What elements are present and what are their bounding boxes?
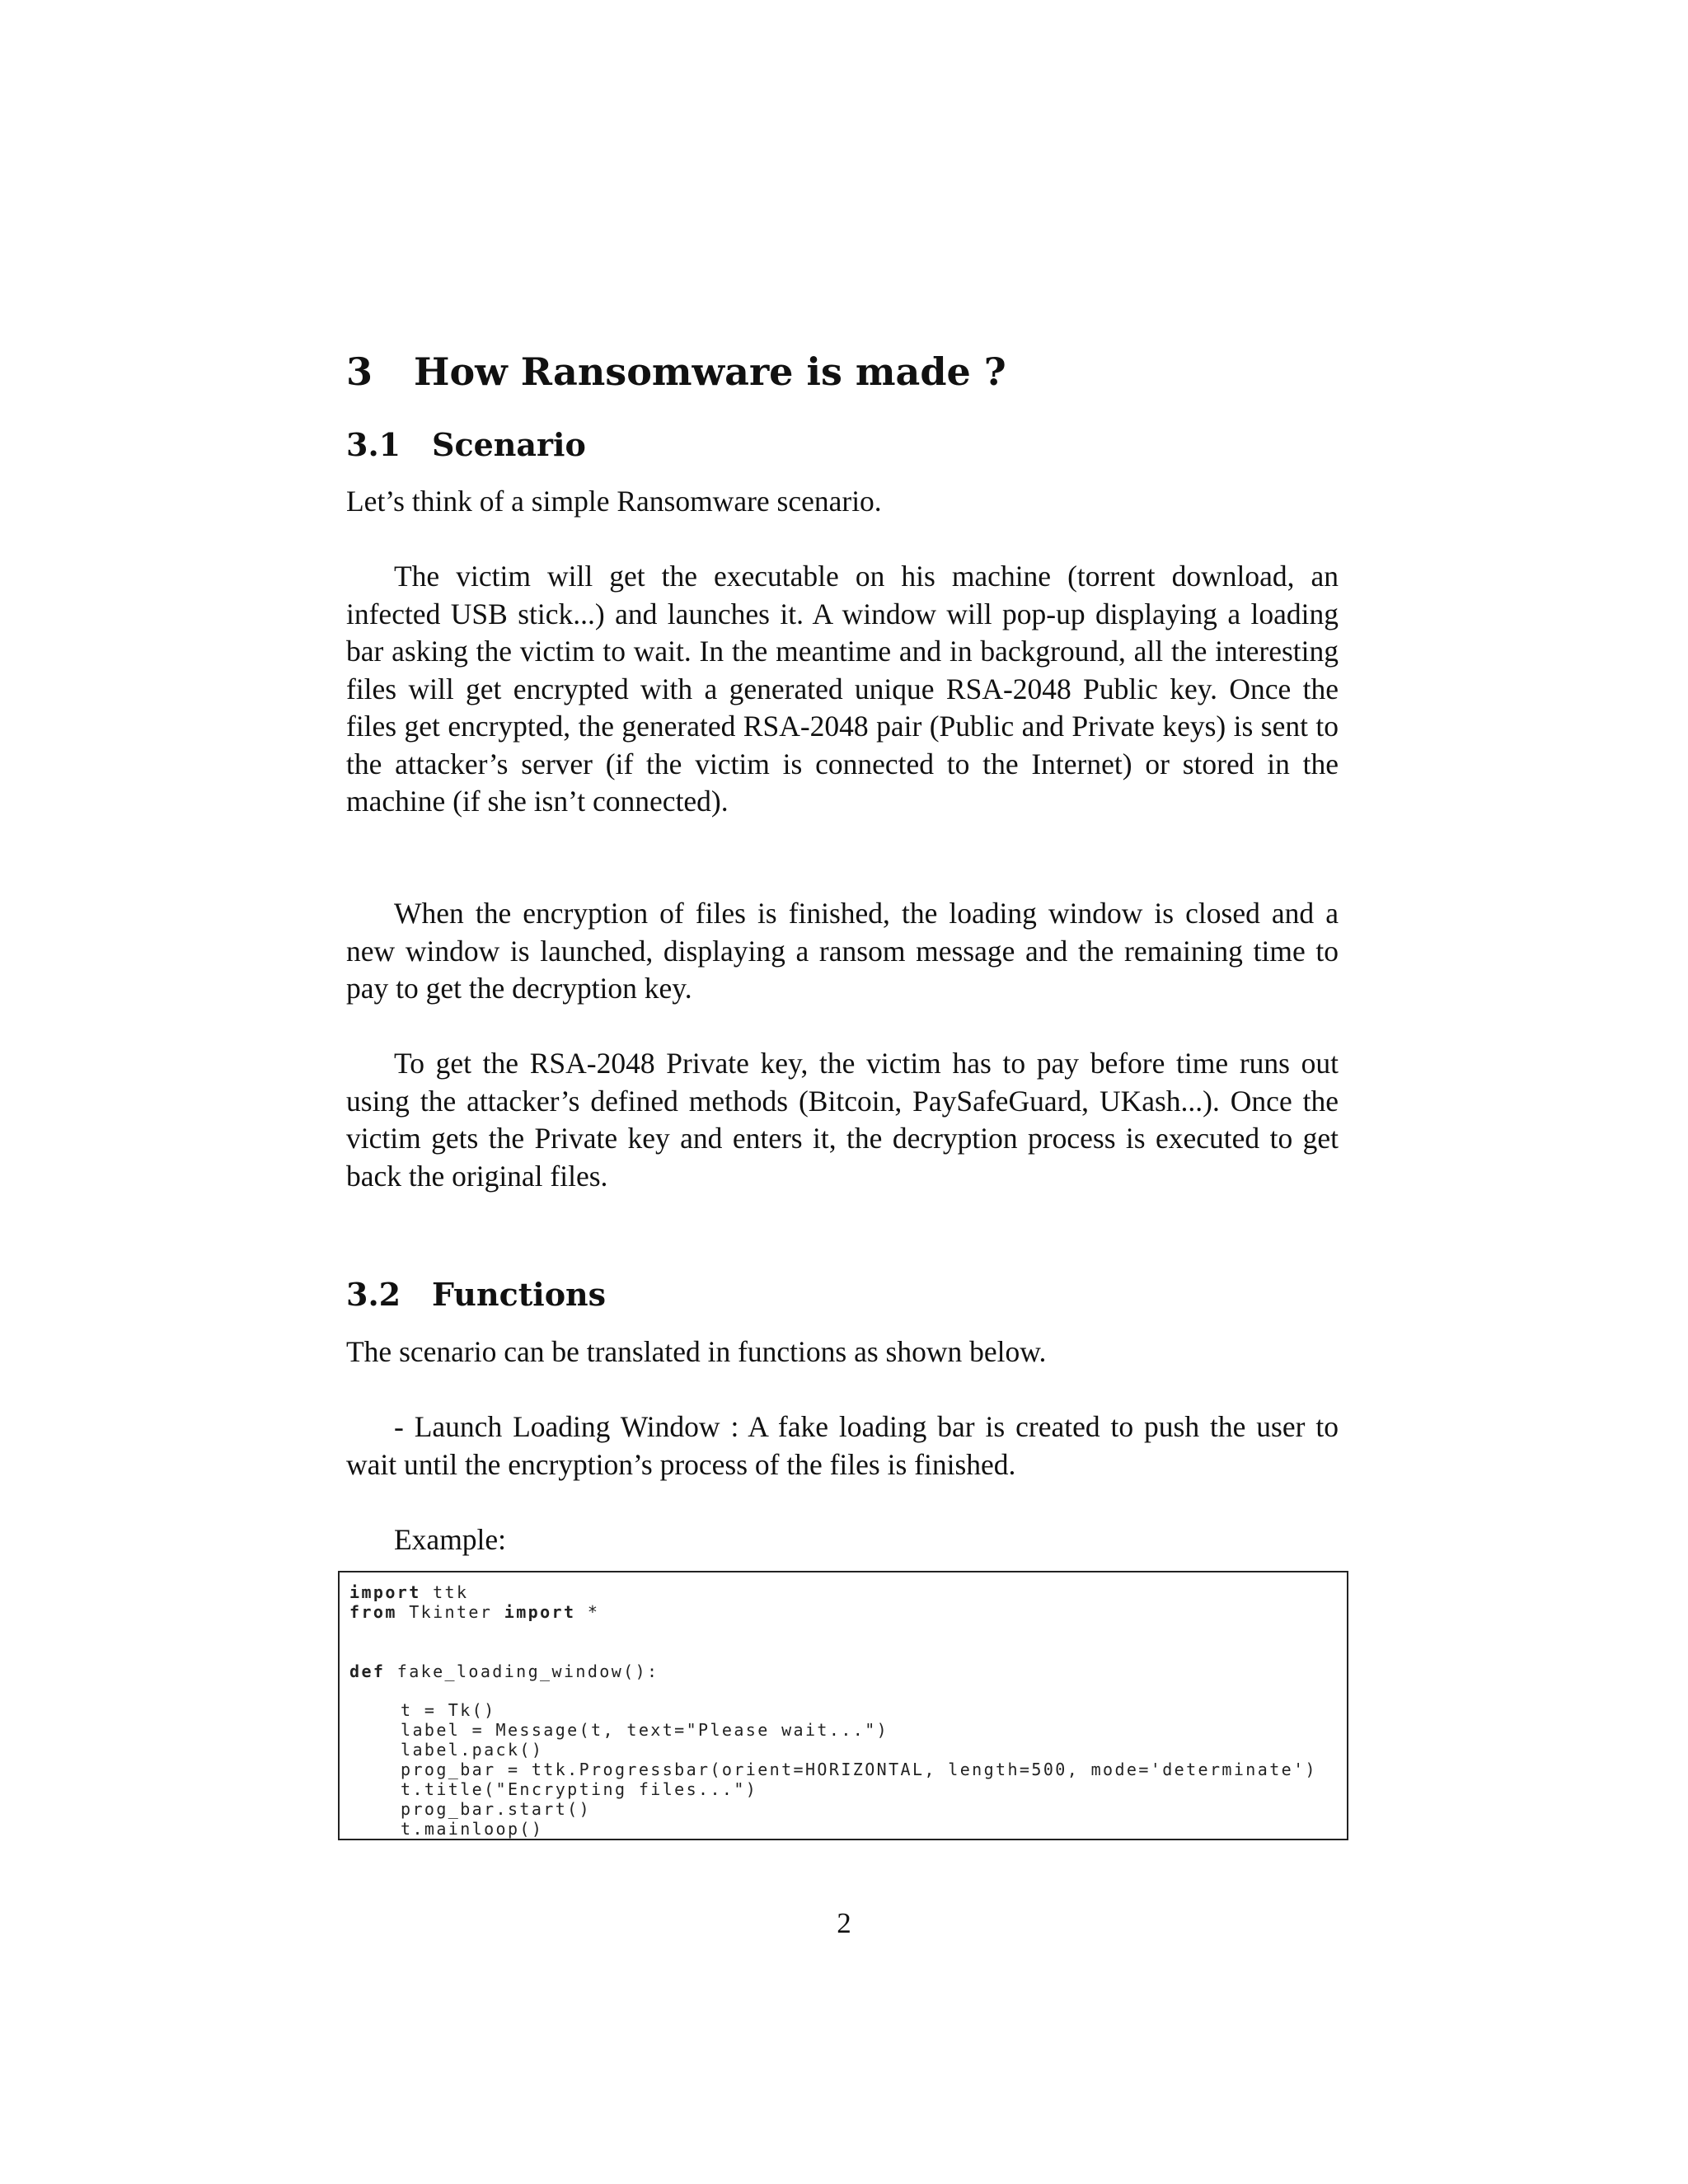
subsection-heading-functions [346, 1276, 606, 1313]
subsection-number-functions: 3.2 [346, 1276, 401, 1313]
code-line [349, 1582, 468, 1602]
subsection-heading-scenario [346, 426, 586, 463]
code-line: prog_bar = ttk.Progressbar(orient=HORIZONTAL, length=500, mode='determinate') [401, 1760, 1317, 1779]
code-line [349, 1602, 599, 1622]
example-label: Example: [394, 1523, 507, 1556]
section-title: How Ransomware is made ? [414, 349, 1006, 394]
code-text: ttk [420, 1582, 469, 1602]
code-listing [338, 1571, 1348, 1840]
subsection-title-scenario: Scenario [432, 426, 586, 463]
functions-intro-paragraph: The scenario can be translated in functions as shown below. [346, 1335, 1047, 1368]
code-text: fake_loading_window(): [385, 1661, 659, 1681]
launch-loading-window-paragraph: - Launch Loading Window : A fake loading bar is created to push the user to wait until the encryption’s process of the files is finished. [346, 1410, 1339, 1481]
code-line: label.pack() [401, 1740, 544, 1760]
code-keyword: import [349, 1582, 421, 1602]
code-line: t.title("Encrypting files...") [401, 1779, 758, 1799]
code-keyword: from [349, 1602, 397, 1622]
subsection-title-functions: Functions [432, 1276, 607, 1313]
code-line: label = Message(t, text="Please wait...") [401, 1720, 889, 1740]
code-line: prog_bar.start() [401, 1799, 592, 1819]
scenario-encryption-finished-paragraph: When the encryption of files is finished, the loading window is closed and a new window is launched, displaying a ransom message and the remaining time to pay to get the decryption key. [346, 897, 1339, 1005]
section-heading [346, 349, 1006, 394]
code-line: t.mainloop() [401, 1819, 544, 1839]
section-number: 3 [346, 349, 373, 394]
code-keyword: def [349, 1661, 386, 1681]
scenario-victim-paragraph: The victim will get the executable on his machine (torrent download, an infected USB stick...) and launches it. A window will pop-up displaying a loading bar asking the victim to wait. In the meantime and in background, all the interesting files will get encrypted with a generated unique RSA-2048 Public key. Once the files get encrypted, the generated RSA-2048 pair (Public and Private keys) is sent to the attacker’s server (if the victim is connected to the Internet) or stored in the machine (if she isn’t connected). [346, 560, 1339, 818]
scenario-payment-paragraph: To get the RSA-2048 Private key, the victim has to pay before time runs out using the attacker’s defined methods (Bitcoin, PaySafeGuard, UKash...). Once the victim gets the Private key and enters it, the decryption process is executed to get back the original files. [346, 1047, 1339, 1193]
code-keyword: import [504, 1602, 576, 1622]
code-line [349, 1661, 659, 1681]
subsection-number-scenario: 3.1 [346, 426, 401, 463]
page-number: 2 [837, 1907, 851, 1939]
code-line: t = Tk() [401, 1700, 496, 1720]
code-text: Tkinter [396, 1602, 504, 1622]
scenario-intro-paragraph: Let’s think of a simple Ransomware scenario. [346, 485, 882, 518]
code-text: * [575, 1602, 600, 1622]
